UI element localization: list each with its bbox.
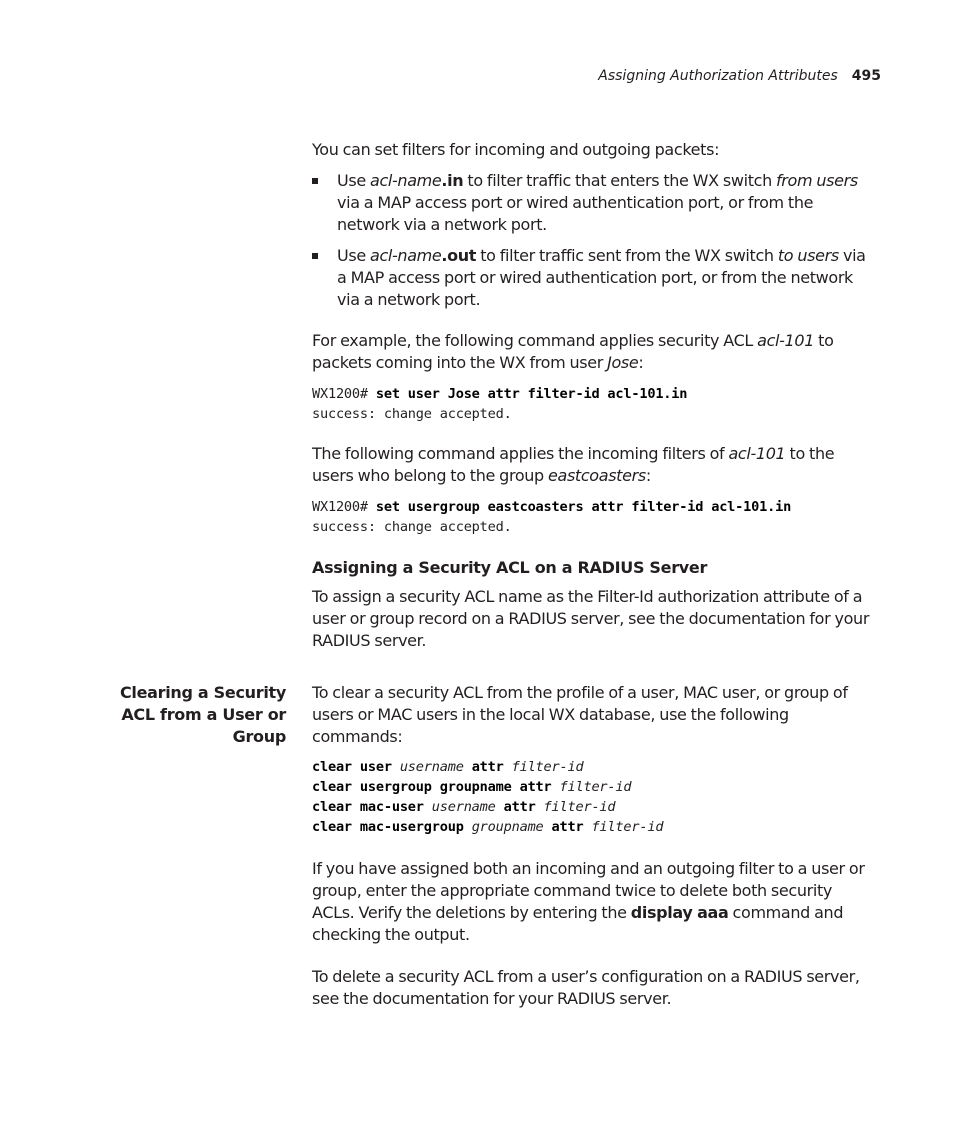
header-title: Assigning Authorization Attributes [598,68,838,84]
delete-radius-paragraph: To delete a security ACL from a user’s configuration on a RADIUS server, see the documentation for your RADIUS server. [312,967,860,1008]
radius-paragraph: To assign a security ACL name as the Filter-Id authorization attribute of a user or group record on a RADIUS server, see the documentation for your RADIUS server. [312,587,870,650]
clear-paragraph: To clear a security ACL from the profile of a user, MAC user, or group of users or MAC users in the local WX database, use the following commands: [312,683,848,746]
section-heading-radius: Assigning a Security ACL on a RADIUS Server [312,558,708,577]
clear-commands-code: clear user username attr filter-id clear usergroup groupname attr filter-id clear mac-user username attr filter-id clear mac-usergroup groupname attr filter-id [312,759,664,835]
side-heading-clearing: Clearing a Security ACL from a User or Group [119,683,286,746]
bullet-square-icon [312,178,318,184]
display-aaa-command: display aaa [630,903,729,922]
example-paragraph-2: The following command applies the incoming filters of acl-101 to the users who belong to the group eastcoasters: [312,444,835,485]
code-block-2: WX1200# set usergroup eastcoasters attr filter-id acl-101.in success: change accepted. [312,499,792,535]
intro-paragraph: You can set filters for incoming and outgoing packets: [312,140,720,159]
assigned-filters-paragraph: If you have assigned both an incoming and an outgoing filter to a user or group, enter the appropriate command twice to delete both security ACLs. Verify the deletions by entering the display aaa command and checking the output. [312,859,865,944]
example-paragraph-1: For example, the following command applies security ACL acl-101 to packets coming into the WX from user Jose: [312,331,834,372]
code-block-1: WX1200# set user Jose attr filter-id acl-101.in success: change accepted. [312,386,688,422]
bullet-square-icon [312,253,318,259]
running-header [598,66,881,86]
page-number: 495 [851,68,881,84]
